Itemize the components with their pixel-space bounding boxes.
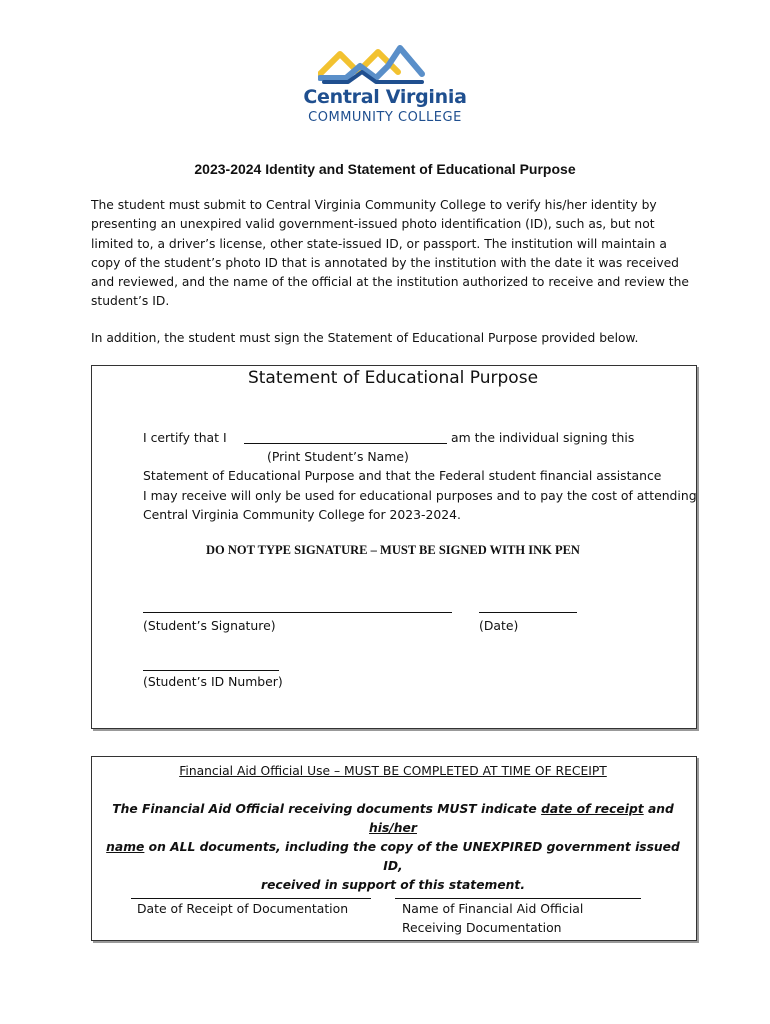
instr-text-4: received in support of this statement. <box>261 878 525 892</box>
official-name-label-1: Name of Financial Aid Official <box>402 901 584 916</box>
instr-date-of-receipt: date of receipt <box>541 802 644 816</box>
certify-line-4: I may receive will only be used for educational purposes and to pay the cost of attending <box>143 488 697 503</box>
instr-his-her: his/her <box>369 821 417 835</box>
official-instructions <box>100 800 686 895</box>
certify-line-3: Statement of Educational Purpose and that the Federal student financial assistance <box>143 468 662 483</box>
instr-text-1: The Financial Aid Official receiving documents MUST indicate <box>112 802 542 816</box>
signature-label: (Student’s Signature) <box>143 618 276 633</box>
certify-prefix: I certify that I <box>143 430 227 445</box>
logo-college-subtitle: COMMUNITY COLLEGE <box>308 110 462 125</box>
certify-suffix: am the individual signing this <box>451 430 635 445</box>
instr-text-3: on ALL documents, including the copy of the UNEXPIRED government issued ID, <box>144 840 680 873</box>
instr-text-2: and <box>643 802 674 816</box>
id-number-label: (Student’s ID Number) <box>143 674 283 689</box>
intro-paragraph: The student must submit to Central Virginia Community College to verify his/her identity by presenting an unexpired valid government-issued photo identification (ID), such as, but not limited to, a driver’s license, other state-issued ID, or passport. The institution will maintain a copy of the student’s photo ID that is annotated by the institution with the date it was received and reviewed, and the name of the official at the institution authorized to receive and review the student’s ID. <box>91 198 689 309</box>
student-signature-field[interactable] <box>143 596 452 613</box>
statement-title: Statement of Educational Purpose <box>247 368 539 388</box>
official-name-label-2: Receiving Documentation <box>402 920 562 935</box>
logo-college-name: Central Virginia <box>303 86 467 108</box>
date-label: (Date) <box>479 618 519 633</box>
signature-date-field[interactable] <box>479 596 577 613</box>
receipt-date-label: Date of Receipt of Documentation <box>137 901 349 916</box>
certify-line-5: Central Virginia Community College for 2023-2024. <box>143 507 461 522</box>
official-use-title: Financial Aid Official Use – MUST BE COMPLETED AT TIME OF RECEIPT <box>179 764 607 778</box>
document-title: 2023-2024 Identity and Statement of Educational Purpose <box>194 161 576 177</box>
official-name-field[interactable] <box>395 882 641 899</box>
instr-name: name <box>106 840 145 854</box>
no-type-notice: DO NOT TYPE SIGNATURE – MUST BE SIGNED WITH INK PEN <box>206 543 580 557</box>
college-logo-mountains <box>318 44 430 86</box>
student-name-field[interactable] <box>244 427 447 444</box>
print-name-label: (Print Student’s Name) <box>267 449 409 464</box>
intro-paragraph-2: In addition, the student must sign the Statement of Educational Purpose provided below. <box>91 331 639 345</box>
receipt-date-field[interactable] <box>131 882 371 899</box>
student-id-field[interactable] <box>143 654 279 671</box>
